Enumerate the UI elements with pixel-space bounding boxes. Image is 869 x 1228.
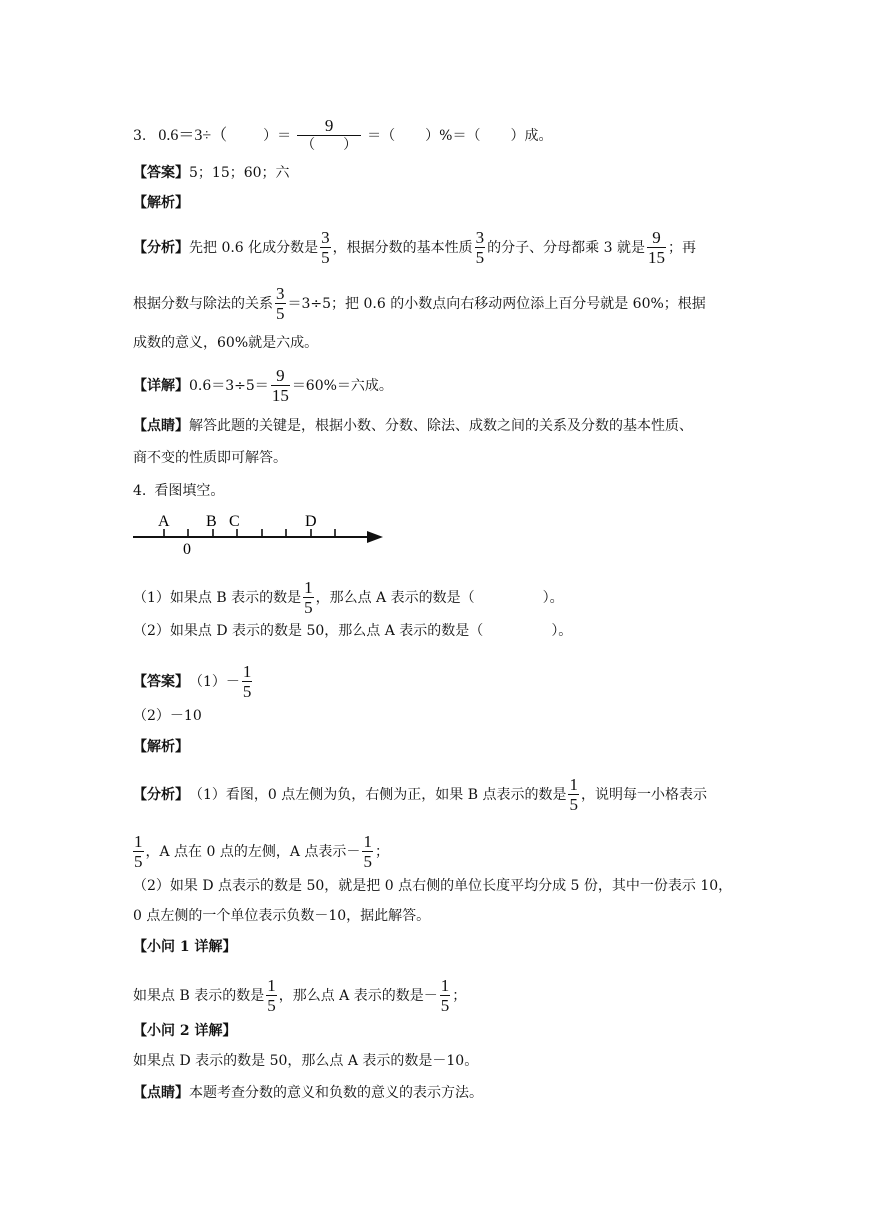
fraction-1-5 [303, 578, 314, 617]
fraction-den: 5 [304, 598, 313, 617]
q4-sq2-tag [133, 1021, 237, 1041]
text: 解答此题的关键是，根据小数、分数、除法、成数之间的关系及分数的基本性质、 [189, 418, 693, 434]
fraction-num: 1 [304, 578, 313, 597]
text: （1）如果点 B 表示的数是 [133, 589, 302, 606]
text: ＝60%＝六成。 [291, 377, 393, 394]
fraction-num: 3 [321, 228, 330, 247]
text: （2）－10 [133, 708, 202, 724]
fraction-1-5 [362, 832, 373, 871]
q3-number: 3. [133, 127, 147, 144]
text: 先把 0.6 化成分数是 [189, 239, 319, 256]
answer-tag: 【答案】 [133, 165, 189, 181]
q3-fenxi-line3 [133, 333, 318, 353]
fraction-den: 15 [271, 386, 289, 405]
number-line-arrow [367, 531, 383, 543]
q3-fraction-num: 9 [324, 116, 334, 135]
text: （2）如果点 D 表示的数是 50，那么点 A 表示的数是（ [133, 623, 484, 639]
q3-fraction [297, 116, 361, 155]
q4-jiexi [133, 737, 189, 757]
q3-expr-d: ）%＝（ [425, 127, 481, 144]
q3-fraction-den: （ ） [301, 138, 358, 153]
fraction-den: 5 [440, 996, 450, 1015]
q3-answer [133, 163, 290, 183]
fraction-num: 9 [652, 228, 661, 247]
text: ，那么点 A 表示的数是（ [315, 589, 475, 606]
dianjing-tag: 【点睛】 [133, 1085, 189, 1101]
fraction-den: 5 [569, 795, 578, 814]
text: ）。 [551, 623, 573, 639]
fraction-den: 5 [276, 304, 285, 323]
q4-sq1-tag [133, 937, 237, 957]
fraction-9-15 [271, 366, 290, 405]
fraction-1-5 [568, 775, 579, 814]
fraction-num: 3 [475, 228, 485, 247]
text: 根据分数与除法的关系 [133, 295, 273, 312]
text: 如果点 B 表示的数是 [133, 987, 265, 1004]
text: （2）如果 D 点表示的数是 50，就是把 0 点右侧的单位长度平均分成 5 份，其中一份表示 10， [133, 878, 733, 894]
q4-number: 4. [133, 483, 147, 499]
fraction-num: 9 [276, 366, 285, 385]
fraction-3-5 [275, 284, 286, 323]
q3-fenxi-line1 [133, 228, 696, 267]
fenxi-tag: 【分析】 [133, 786, 189, 803]
q3-expr-e: ）成。 [510, 127, 553, 144]
q3-problem-line [133, 116, 552, 155]
number-line-figure [125, 508, 395, 560]
answer-text: 5；15；60；六 [189, 165, 290, 181]
fraction-num: 1 [134, 832, 143, 851]
jiexi-tag: 【解析】 [133, 739, 189, 755]
xiangjie-tag: 【详解】 [133, 377, 189, 394]
text: ；再 [667, 239, 696, 256]
text: 本题考查分数的意义和负数的意义的表示方法。 [189, 1085, 483, 1101]
subquestion-tag: 【小问 2 详解】 [133, 1023, 237, 1039]
fraction-den: 5 [321, 248, 330, 267]
fraction-den: 5 [363, 852, 372, 871]
fraction-den: 15 [647, 248, 665, 267]
q3-expr-a: 0.6＝3÷（ [158, 126, 228, 144]
jiexi-tag: 【解析】 [133, 195, 189, 211]
text: 0 点左侧的一个单位表示负数－10，据此解答。 [133, 908, 431, 924]
q4-answer-1 [133, 662, 254, 701]
fraction-num: 1 [440, 976, 450, 995]
fraction-9-15 [647, 228, 666, 267]
fraction-num: 1 [267, 976, 276, 995]
fraction-1-5 [440, 976, 451, 1015]
fenxi-tag: 【分析】 [133, 239, 189, 256]
fraction-num: 1 [569, 775, 578, 794]
q3-xiangjie [133, 366, 393, 405]
fraction-num: 1 [242, 662, 252, 681]
q4-fenxi-line4 [133, 906, 430, 926]
fraction-den: 5 [242, 682, 252, 701]
q3-expr-b: ）＝ [263, 127, 292, 144]
label-d: D [305, 513, 317, 530]
fraction-den: 5 [134, 852, 143, 871]
text: 商不变的性质即可解答。 [133, 450, 287, 466]
text: 0.6＝3÷5＝ [189, 377, 269, 394]
text: ，A 点在 0 点的左侧，A 点表示－ [145, 843, 361, 860]
fraction-1-5 [242, 662, 253, 701]
q3-expr-c: ＝（ [367, 127, 396, 144]
fraction-1-5 [266, 976, 277, 1015]
q4-title: 看图填空。 [154, 483, 225, 499]
q3-fenxi-line2 [133, 284, 706, 323]
fraction-3-5 [320, 228, 331, 267]
text: ； [452, 987, 467, 1004]
label-a: A [158, 513, 170, 530]
subquestion-tag: 【小问 1 详解】 [133, 939, 237, 955]
fraction-3-5 [475, 228, 486, 267]
text: 的分子、分母都乘 3 就是 [487, 239, 645, 256]
q4-sub1 [133, 578, 564, 617]
answer-tag: 【答案】 [133, 673, 189, 690]
fraction-den: 5 [267, 996, 276, 1015]
q4-fenxi-line2 [133, 832, 389, 871]
text: 如果点 D 表示的数是 50，那么点 A 表示的数是－10。 [133, 1053, 479, 1069]
q3-dianjing-line1 [133, 416, 693, 436]
q4-sub2 [133, 621, 572, 641]
q4-answer-2 [133, 706, 202, 726]
q4-sq1 [133, 976, 466, 1015]
text: （1）看图，0 点左侧为负，右侧为正，如果 B 点表示的数是 [189, 786, 567, 803]
dianjing-tag: 【点睛】 [133, 418, 189, 434]
text: ，说明每一小格表示 [580, 786, 707, 803]
text: 成数的意义，60%就是六成。 [133, 335, 319, 351]
text: ＝3÷5；把 0.6 的小数点向右移动两位添上百分号就是 60%；根据 [287, 295, 706, 312]
label-zero: 0 [183, 541, 191, 558]
q4-title-line [133, 481, 224, 501]
label-c: C [229, 513, 240, 530]
text: ； [374, 843, 389, 860]
q3-dianjing-line2 [133, 448, 287, 468]
fraction-num: 1 [363, 832, 372, 851]
fraction-den: 5 [475, 248, 485, 267]
text: ）。 [542, 589, 564, 606]
fraction-1-5 [133, 832, 144, 871]
q4-fenxi-line3 [133, 876, 732, 896]
text: （1）－ [189, 673, 240, 690]
label-b: B [206, 513, 217, 530]
q4-sq2 [133, 1051, 478, 1071]
text: ，根据分数的基本性质 [332, 239, 473, 256]
number-line-ticks [164, 529, 335, 537]
q4-fenxi-line1 [133, 775, 707, 814]
q3-jiexi [133, 193, 189, 213]
fraction-num: 3 [276, 284, 285, 303]
text: ，那么点 A 表示的数是－ [278, 987, 438, 1004]
q4-dianjing [133, 1083, 483, 1103]
